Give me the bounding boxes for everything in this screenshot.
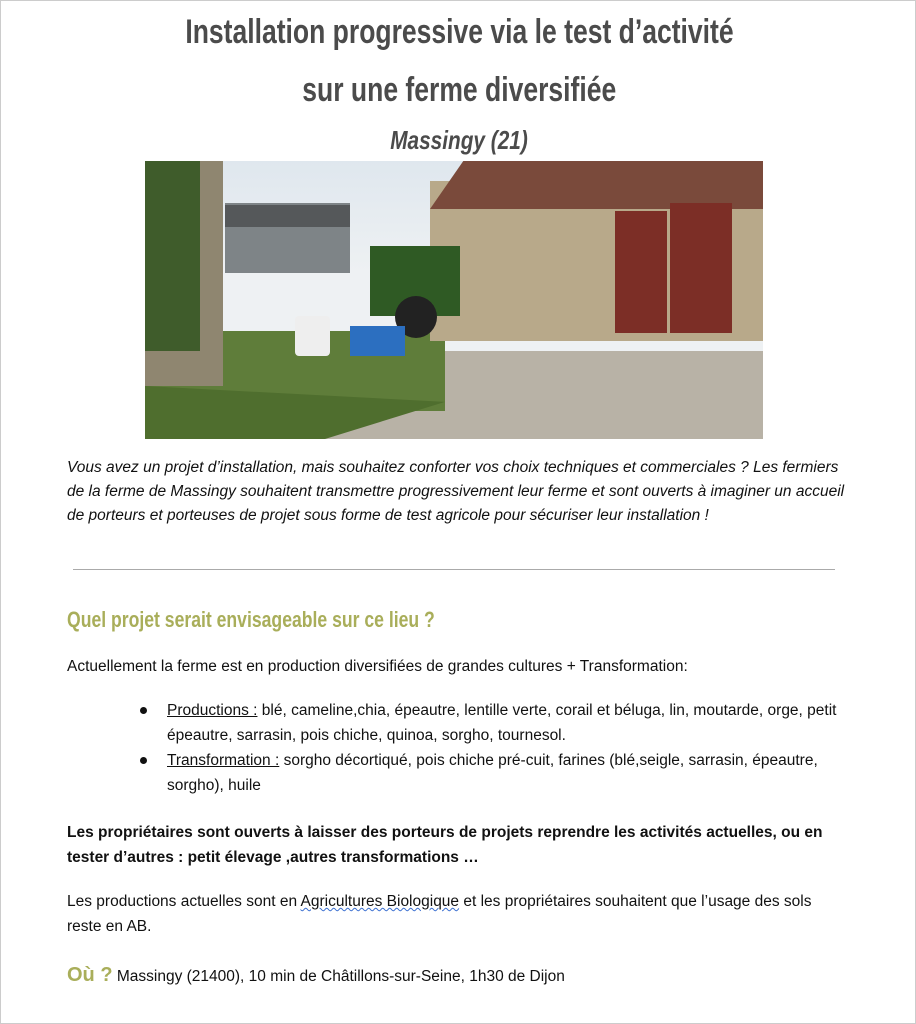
current-production-text: Actuellement la ferme est en production diversifiées de grandes cultures + Transformation:	[67, 658, 688, 675]
divider	[73, 569, 835, 570]
list-item: Transformation : sorgho décortiqué, pois chiche pré-cuit, farines (blé,seigle, sarrasin, épeautre, sorgho), huile	[167, 748, 847, 798]
owners-paragraph: Les propriétaires sont ouverts à laisser des porteurs de projets reprendre les activités actuelles, ou en tester d’autres : petit élevage ,autres transformations …	[67, 824, 823, 866]
title-line-2: sur une ferme diversifiée	[302, 71, 616, 109]
list-item: Productions : blé, cameline,chia, épeautre, lentille verte, corail et béluga, lin, moutarde, orge, petit épeautre, sarrasin, pois chiche, quinoa, sorgho, tournesol.	[167, 698, 847, 748]
section-heading: Quel projet serait envisageable sur ce lieu ?	[67, 607, 435, 632]
farm-photo	[145, 161, 763, 439]
production-list	[133, 698, 847, 798]
intro-paragraph: Vous avez un projet d’installation, mais souhaitez conforter vos choix techniques et commerciales ? Les fermiers de la ferme de Massingy souhaitent transmettre progressivement leur ferme et sont ouverts à imaginer un accueil de porteurs et porteuses de projet sous forme de test agricole pour sécuriser leur installation !	[67, 459, 845, 524]
subtitle: Massingy (21)	[390, 125, 528, 155]
location-line: Où ? Massingy (21400), 10 min de Châtillons-sur-Seine, 1h30 de Dijon	[67, 964, 565, 986]
title-line-1: Installation progressive via le test d’activité	[184, 13, 734, 51]
bio-paragraph: Les productions actuelles sont en Agricultures Biologique et les propriétaires souhaitent que l’usage des sols reste en AB.	[67, 893, 812, 935]
